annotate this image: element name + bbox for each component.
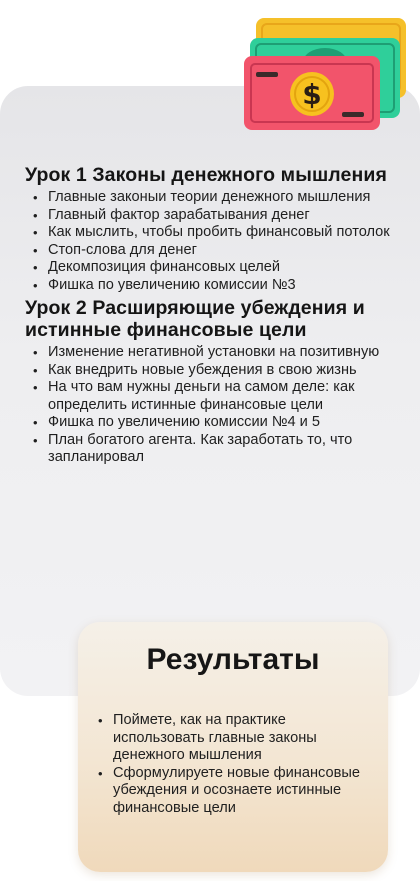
list-item: • Фишка по увеличению комиссии №3: [25, 277, 400, 295]
list-item: • Фишка по увеличению комиссии №4 и 5: [25, 414, 400, 432]
results-card: [78, 622, 388, 872]
list-item: • Декомпозиция финансовых целей: [25, 259, 400, 277]
lesson-2-title: Урок 2 Расширяющие убеждения и истинные финансовые цели: [25, 297, 365, 341]
money-stack-icon: [240, 14, 410, 134]
lesson-2-list: [25, 344, 400, 467]
list-item: • Стоп-слова для денег: [25, 242, 400, 260]
lesson-1-title: Урок 1 Законы денежного мышления: [25, 164, 387, 186]
list-item: • План богатого агента. Как заработать то, что запланировал: [25, 432, 400, 467]
list-item: • Изменение негативной установки на позитивную: [25, 344, 400, 362]
list-item: • Главные законыи теории денежного мышления: [25, 189, 400, 207]
list-item: • Поймете, как на практике использовать главные законы денежного мышления: [93, 712, 373, 765]
list-item: • Как мыслить, чтобы пробить финансовый потолок: [25, 224, 400, 242]
lesson-1-list: [25, 189, 400, 294]
program-content: [25, 164, 400, 467]
list-item: • Как внедрить новые убеждения в свою жизнь: [25, 362, 400, 380]
results-list: [93, 712, 373, 817]
results-title: Результаты: [146, 643, 320, 676]
list-item: • Сформулируете новые финансовые убеждения и осознаете истинные финансовые цели: [93, 765, 373, 818]
dollar-symbol: $: [302, 78, 322, 111]
list-item: • На что вам нужны деньги на самом деле: как определить истинные финансовые цели: [25, 379, 400, 414]
list-item: • Главный фактор зарабатывания денег: [25, 207, 400, 225]
